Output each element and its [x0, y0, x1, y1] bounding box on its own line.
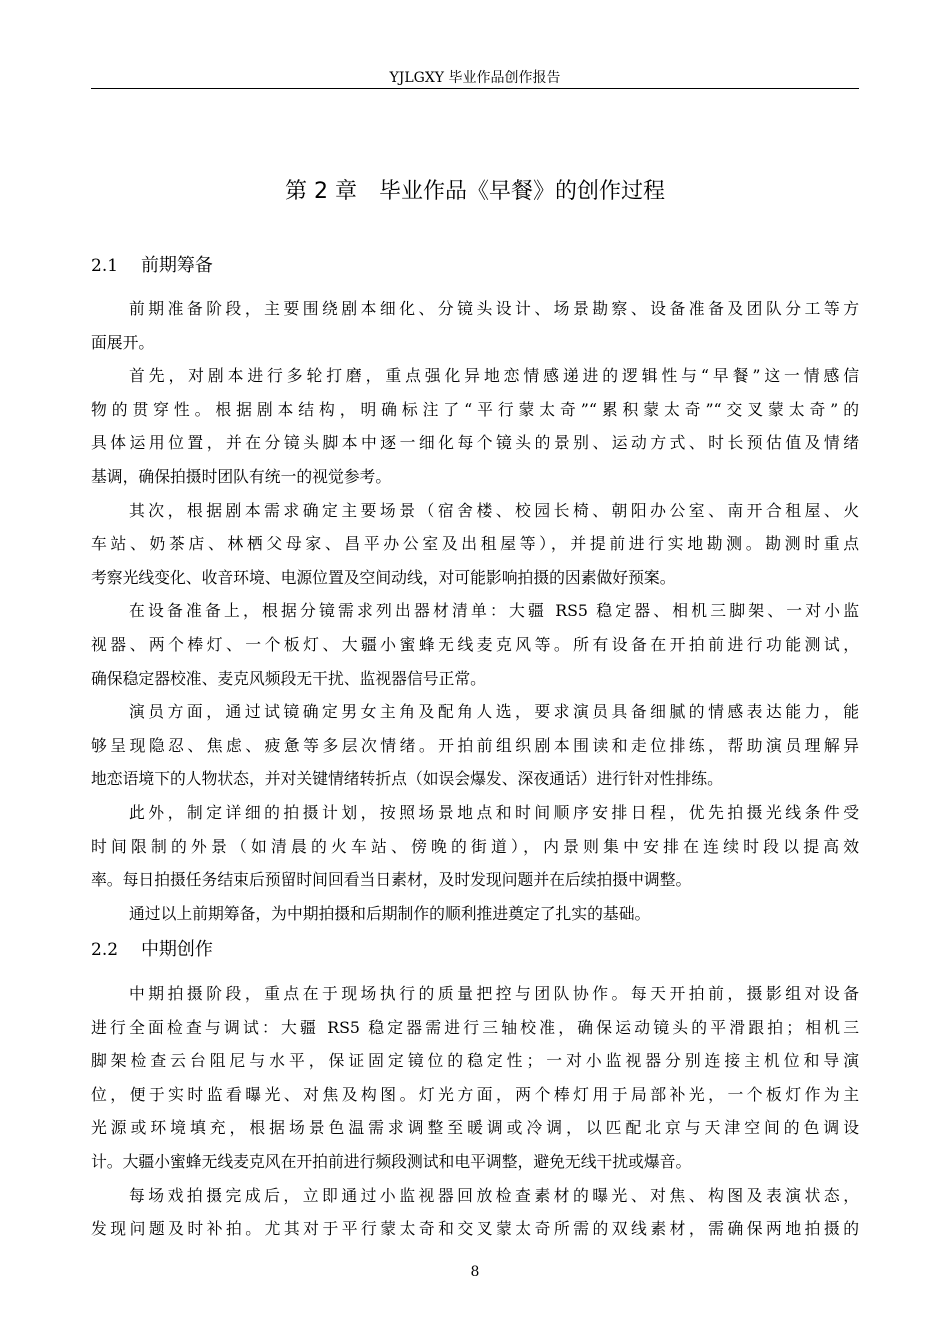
chapter-title: 第 2 章 毕业作品《早餐》的创作过程: [285, 179, 665, 204]
section-body-2-1: [91, 292, 859, 930]
paragraph-line: 中期拍摄阶段，重点在于现场执行的质量把控与团队协作。每天开拍前，摄影组对设备: [129, 984, 859, 1003]
section-title: 前期筹备: [140, 255, 213, 276]
paragraph-line: 地恋语境下的人物状态，并对关键情绪转折点（如误会爆发、深夜通话）进行针对性排练。: [91, 769, 723, 789]
paragraph-line: 确保稳定器校准、麦克风频段无干扰、监视器信号正常。: [91, 668, 486, 688]
running-header: YJLGXY 毕业作品创作报告: [389, 70, 561, 86]
paragraph-line: 此外，制定详细的拍摄计划，按照场景地点和时间顺序安排日程，优先拍摄光线条件受: [129, 802, 859, 822]
paragraph-line: 车站、奶茶店、林栖父母家、昌平办公室及出租屋等），并提前进行实地勘测。勘测时重点: [91, 534, 859, 554]
section-title: 中期创作: [140, 939, 213, 960]
paragraph-line: 物的贯穿性。根据剧本结构，明确标注了“平行蒙太奇”“累积蒙太奇”“交叉蒙太奇”的: [91, 399, 859, 419]
header-divider: [91, 88, 859, 89]
paragraph-line: 基调，确保拍摄时团队有统一的视觉参考。: [91, 466, 392, 486]
paragraph-line: 每场戏拍摄完成后，立即通过小监视器回放检查素材的曝光、对焦、构图及表演状态，: [129, 1185, 859, 1205]
paragraph-line: 面展开。: [91, 332, 155, 352]
section-number: 2.1: [91, 256, 119, 276]
paragraph-line: 计。大疆小蜜蜂无线麦克风在开拍前进行频段测试和电平调整，避免无线干扰或爆音。: [91, 1151, 692, 1171]
paragraph-line: 演员方面，通过试镜确定男女主角及配角人选，要求演员具备细腻的情感表达能力，能: [129, 702, 859, 722]
paragraph-line: 位，便于实时监看曝光、对焦及构图。灯光方面，两个棒灯用于局部补光，一个板灯作为主: [91, 1084, 859, 1104]
paragraph-line: 发现问题及时补拍。尤其对于平行蒙太奇和交叉蒙太奇所需的双线素材，需确保两地拍摄的: [91, 1219, 859, 1239]
paragraph-line: 在设备准备上，根据分镜需求列出器材清单：大疆 RS5 稳定器、相机三脚架、一对小监: [129, 601, 859, 621]
paragraph-line: 其次，根据剧本需求确定主要场景（宿舍楼、校园长椅、朝阳办公室、南开合租屋、火: [129, 500, 859, 520]
section-body-2-2: [91, 977, 859, 1246]
paragraph-line: 视器、两个棒灯、一个板灯、大疆小蜜蜂无线麦克风等。所有设备在开拍前进行功能测试，: [91, 634, 859, 654]
paragraph-line: 脚架检查云台阻尼与水平，保证固定镜位的稳定性；一对小监视器分别连接主机位和导演: [91, 1051, 859, 1071]
paragraph-line: 进行全面检查与调试：大疆 RS5 稳定器需进行三轴校准，确保运动镜头的平滑跟拍；相机三: [91, 1017, 859, 1037]
paragraph-line: 率。每日拍摄任务结束后预留时间回看当日素材，及时发现问题并在后续拍摄中调整。: [91, 870, 692, 890]
paragraph-line: 够呈现隐忍、焦虑、疲惫等多层次情绪。开拍前组织剧本围读和走位排练，帮助演员理解异: [91, 735, 859, 755]
paragraph-line: 通过以上前期筹备，为中期拍摄和后期制作的顺利推进奠定了扎实的基础。: [129, 903, 651, 923]
section-heading-2-1: [91, 252, 859, 280]
paragraph-line: 考察光线变化、收音环境、电源位置及空间动线，对可能影响拍摄的因素做好预案。: [91, 567, 676, 587]
paragraph-line: 首先，对剧本进行多轮打磨，重点强化异地恋情感递进的逻辑性与“早餐”这一情感信: [129, 366, 859, 386]
section-heading-2-2: [91, 936, 859, 964]
paragraph-line: 时间限制的外景（如清晨的火车站、傍晚的街道），内景则集中安排在连续时段以提高效: [91, 836, 859, 856]
paragraph-line: 具体运用位置，并在分镜头脚本中逐一细化每个镜头的景别、运动方式、时长预估值及情绪: [91, 433, 859, 453]
paragraph-line: 前期准备阶段，主要围绕剧本细化、分镜头设计、场景勘察、设备准备及团队分工等方: [129, 299, 859, 318]
page-number: 8: [470, 1264, 480, 1280]
paragraph-line: 光源或环境填充，根据场景色温需求调整至暖调或冷调，以匹配北京与天津空间的色调设: [91, 1118, 859, 1138]
section-number: 2.2: [91, 940, 119, 960]
